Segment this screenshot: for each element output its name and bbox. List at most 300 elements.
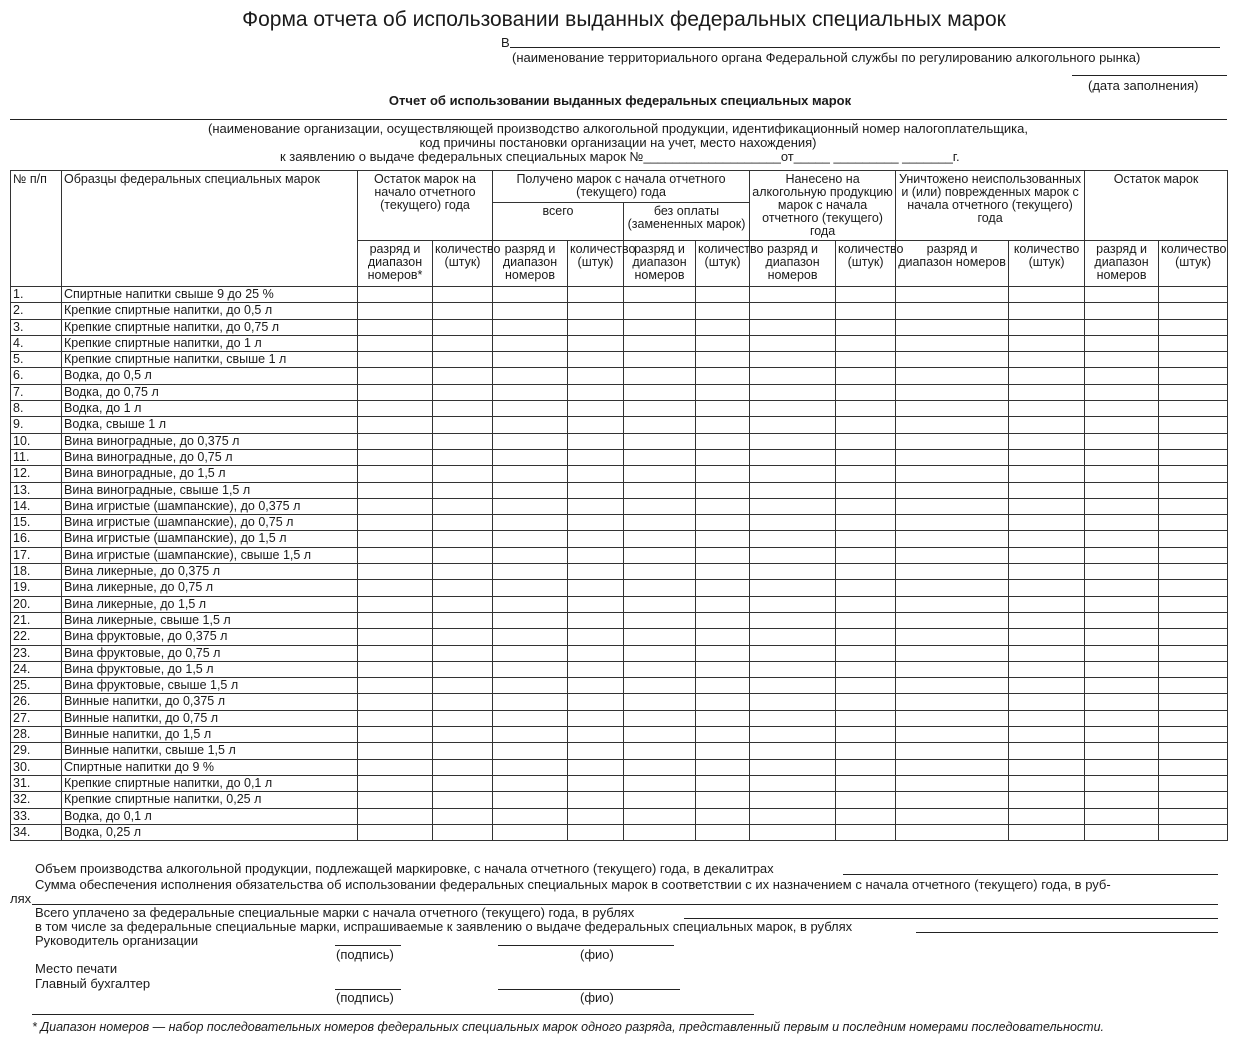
range-cell[interactable] [624,335,696,351]
qty-cell[interactable] [836,401,896,417]
range-cell[interactable] [624,482,696,498]
qty-cell[interactable] [1009,498,1085,514]
range-cell[interactable] [624,401,696,417]
qty-cell[interactable] [568,743,624,759]
qty-cell[interactable] [568,547,624,563]
qty-cell[interactable] [1009,449,1085,465]
qty-cell[interactable] [836,792,896,808]
range-cell[interactable] [358,694,433,710]
range-cell[interactable] [1085,808,1159,824]
qty-cell[interactable] [433,384,493,400]
org-field-line[interactable] [10,119,1227,120]
range-cell[interactable] [896,759,1009,775]
qty-cell[interactable] [1159,824,1228,840]
range-cell[interactable] [1085,645,1159,661]
range-cell[interactable] [1085,759,1159,775]
range-cell[interactable] [1085,466,1159,482]
range-cell[interactable] [358,678,433,694]
qty-cell[interactable] [568,775,624,791]
qty-cell[interactable] [836,678,896,694]
range-cell[interactable] [896,661,1009,677]
range-cell[interactable] [1085,384,1159,400]
qty-cell[interactable] [568,612,624,628]
range-cell[interactable] [750,482,836,498]
qty-cell[interactable] [1009,303,1085,319]
qty-cell[interactable] [1009,368,1085,384]
range-cell[interactable] [1085,596,1159,612]
range-cell[interactable] [896,335,1009,351]
range-cell[interactable] [624,531,696,547]
range-cell[interactable] [624,629,696,645]
range-cell[interactable] [624,727,696,743]
range-cell[interactable] [1085,824,1159,840]
range-cell[interactable] [493,466,568,482]
qty-cell[interactable] [433,433,493,449]
qty-cell[interactable] [1159,466,1228,482]
range-cell[interactable] [493,759,568,775]
qty-cell[interactable] [1159,743,1228,759]
qty-cell[interactable] [836,612,896,628]
range-cell[interactable] [493,319,568,335]
range-cell[interactable] [750,417,836,433]
range-cell[interactable] [896,498,1009,514]
qty-cell[interactable] [1159,694,1228,710]
range-cell[interactable] [493,678,568,694]
range-cell[interactable] [358,596,433,612]
range-cell[interactable] [493,482,568,498]
qty-cell[interactable] [433,743,493,759]
range-cell[interactable] [896,612,1009,628]
qty-cell[interactable] [696,759,750,775]
range-cell[interactable] [896,596,1009,612]
qty-cell[interactable] [568,531,624,547]
range-cell[interactable] [624,319,696,335]
qty-cell[interactable] [1159,612,1228,628]
qty-cell[interactable] [836,580,896,596]
qty-cell[interactable] [836,694,896,710]
qty-cell[interactable] [568,564,624,580]
range-cell[interactable] [493,710,568,726]
range-cell[interactable] [624,466,696,482]
qty-cell[interactable] [836,417,896,433]
range-cell[interactable] [1085,401,1159,417]
range-cell[interactable] [358,319,433,335]
range-cell[interactable] [358,710,433,726]
qty-cell[interactable] [433,335,493,351]
range-cell[interactable] [896,531,1009,547]
qty-cell[interactable] [836,547,896,563]
qty-cell[interactable] [696,678,750,694]
range-cell[interactable] [750,678,836,694]
range-cell[interactable] [624,808,696,824]
qty-cell[interactable] [836,433,896,449]
range-cell[interactable] [896,792,1009,808]
range-cell[interactable] [358,368,433,384]
qty-cell[interactable] [836,368,896,384]
range-cell[interactable] [624,824,696,840]
qty-cell[interactable] [568,384,624,400]
qty-cell[interactable] [433,759,493,775]
qty-cell[interactable] [1009,287,1085,303]
range-cell[interactable] [750,564,836,580]
qty-cell[interactable] [836,710,896,726]
range-cell[interactable] [1085,612,1159,628]
qty-cell[interactable] [1009,808,1085,824]
qty-cell[interactable] [836,808,896,824]
qty-cell[interactable] [433,466,493,482]
qty-cell[interactable] [568,401,624,417]
range-cell[interactable] [750,580,836,596]
range-cell[interactable] [896,352,1009,368]
qty-cell[interactable] [1009,482,1085,498]
qty-cell[interactable] [1159,303,1228,319]
qty-cell[interactable] [568,368,624,384]
qty-cell[interactable] [1009,531,1085,547]
qty-cell[interactable] [1009,694,1085,710]
range-cell[interactable] [1085,743,1159,759]
range-cell[interactable] [750,335,836,351]
range-cell[interactable] [624,710,696,726]
qty-cell[interactable] [568,449,624,465]
range-cell[interactable] [624,645,696,661]
qty-cell[interactable] [1159,384,1228,400]
range-cell[interactable] [358,727,433,743]
qty-cell[interactable] [568,792,624,808]
range-cell[interactable] [358,792,433,808]
range-cell[interactable] [750,612,836,628]
range-cell[interactable] [750,498,836,514]
qty-cell[interactable] [568,352,624,368]
range-cell[interactable] [896,694,1009,710]
qty-cell[interactable] [696,303,750,319]
range-cell[interactable] [493,596,568,612]
qty-cell[interactable] [1009,792,1085,808]
qty-cell[interactable] [1159,449,1228,465]
range-cell[interactable] [896,466,1009,482]
range-cell[interactable] [624,352,696,368]
qty-cell[interactable] [1009,547,1085,563]
qty-cell[interactable] [836,466,896,482]
qty-cell[interactable] [1009,433,1085,449]
qty-cell[interactable] [836,743,896,759]
qty-cell[interactable] [1009,775,1085,791]
qty-cell[interactable] [696,368,750,384]
qty-cell[interactable] [1009,401,1085,417]
range-cell[interactable] [1085,515,1159,531]
range-cell[interactable] [624,792,696,808]
range-cell[interactable] [624,580,696,596]
qty-cell[interactable] [836,531,896,547]
range-cell[interactable] [1085,498,1159,514]
qty-cell[interactable] [1159,645,1228,661]
range-cell[interactable] [896,449,1009,465]
qty-cell[interactable] [433,449,493,465]
range-cell[interactable] [896,564,1009,580]
range-cell[interactable] [624,743,696,759]
qty-cell[interactable] [836,449,896,465]
qty-cell[interactable] [1159,661,1228,677]
range-cell[interactable] [358,466,433,482]
range-cell[interactable] [358,401,433,417]
range-cell[interactable] [358,759,433,775]
range-cell[interactable] [624,564,696,580]
qty-cell[interactable] [433,319,493,335]
range-cell[interactable] [750,303,836,319]
qty-cell[interactable] [1009,596,1085,612]
range-cell[interactable] [358,287,433,303]
range-cell[interactable] [493,792,568,808]
range-cell[interactable] [358,808,433,824]
qty-cell[interactable] [1009,384,1085,400]
qty-cell[interactable] [1159,335,1228,351]
range-cell[interactable] [1085,482,1159,498]
qty-cell[interactable] [568,417,624,433]
range-cell[interactable] [1085,417,1159,433]
qty-cell[interactable] [1159,368,1228,384]
range-cell[interactable] [896,401,1009,417]
qty-cell[interactable] [433,515,493,531]
qty-cell[interactable] [836,287,896,303]
qty-cell[interactable] [836,335,896,351]
qty-cell[interactable] [696,612,750,628]
range-cell[interactable] [493,808,568,824]
qty-cell[interactable] [568,808,624,824]
range-cell[interactable] [358,580,433,596]
range-cell[interactable] [1085,319,1159,335]
range-cell[interactable] [1085,727,1159,743]
range-cell[interactable] [493,727,568,743]
range-cell[interactable] [896,547,1009,563]
range-cell[interactable] [358,743,433,759]
qty-cell[interactable] [1009,319,1085,335]
range-cell[interactable] [896,417,1009,433]
qty-cell[interactable] [1159,547,1228,563]
range-cell[interactable] [896,775,1009,791]
qty-cell[interactable] [696,319,750,335]
qty-cell[interactable] [1159,287,1228,303]
range-cell[interactable] [750,433,836,449]
range-cell[interactable] [896,319,1009,335]
qty-cell[interactable] [836,319,896,335]
range-cell[interactable] [493,352,568,368]
range-cell[interactable] [358,531,433,547]
qty-cell[interactable] [568,629,624,645]
qty-cell[interactable] [1159,319,1228,335]
range-cell[interactable] [493,417,568,433]
range-cell[interactable] [624,303,696,319]
range-cell[interactable] [1085,303,1159,319]
range-cell[interactable] [750,287,836,303]
qty-cell[interactable] [1159,727,1228,743]
range-cell[interactable] [750,515,836,531]
qty-cell[interactable] [1159,775,1228,791]
range-cell[interactable] [1085,629,1159,645]
range-cell[interactable] [624,498,696,514]
range-cell[interactable] [358,482,433,498]
qty-cell[interactable] [696,384,750,400]
qty-cell[interactable] [568,678,624,694]
range-cell[interactable] [358,775,433,791]
qty-cell[interactable] [433,710,493,726]
head-fio-line[interactable] [498,945,674,946]
qty-cell[interactable] [1009,612,1085,628]
qty-cell[interactable] [1009,727,1085,743]
range-cell[interactable] [358,352,433,368]
qty-cell[interactable] [836,759,896,775]
range-cell[interactable] [624,515,696,531]
qty-cell[interactable] [836,515,896,531]
range-cell[interactable] [896,303,1009,319]
range-cell[interactable] [1085,678,1159,694]
range-cell[interactable] [896,368,1009,384]
qty-cell[interactable] [568,824,624,840]
range-cell[interactable] [358,629,433,645]
qty-cell[interactable] [433,564,493,580]
range-cell[interactable] [624,612,696,628]
range-cell[interactable] [750,629,836,645]
range-cell[interactable] [358,612,433,628]
qty-cell[interactable] [1159,515,1228,531]
qty-cell[interactable] [433,727,493,743]
range-cell[interactable] [493,498,568,514]
qty-cell[interactable] [1009,678,1085,694]
qty-cell[interactable] [696,401,750,417]
qty-cell[interactable] [696,694,750,710]
qty-cell[interactable] [1159,710,1228,726]
range-cell[interactable] [358,661,433,677]
range-cell[interactable] [493,433,568,449]
qty-cell[interactable] [1159,580,1228,596]
range-cell[interactable] [750,759,836,775]
qty-cell[interactable] [433,287,493,303]
range-cell[interactable] [358,384,433,400]
qty-cell[interactable] [433,482,493,498]
qty-cell[interactable] [1159,792,1228,808]
range-cell[interactable] [750,401,836,417]
qty-cell[interactable] [696,645,750,661]
range-cell[interactable] [750,368,836,384]
qty-cell[interactable] [1009,564,1085,580]
qty-cell[interactable] [1159,482,1228,498]
requested-field[interactable] [916,932,1218,933]
qty-cell[interactable] [696,580,750,596]
range-cell[interactable] [624,433,696,449]
range-cell[interactable] [896,433,1009,449]
range-cell[interactable] [624,694,696,710]
qty-cell[interactable] [433,824,493,840]
qty-cell[interactable] [836,775,896,791]
range-cell[interactable] [896,824,1009,840]
range-cell[interactable] [1085,433,1159,449]
qty-cell[interactable] [696,547,750,563]
qty-cell[interactable] [1009,645,1085,661]
range-cell[interactable] [358,645,433,661]
qty-cell[interactable] [568,482,624,498]
range-cell[interactable] [493,775,568,791]
qty-cell[interactable] [1009,335,1085,351]
head-signature-line[interactable] [335,945,401,946]
range-cell[interactable] [493,547,568,563]
qty-cell[interactable] [433,547,493,563]
range-cell[interactable] [750,319,836,335]
range-cell[interactable] [750,547,836,563]
qty-cell[interactable] [1159,433,1228,449]
range-cell[interactable] [624,547,696,563]
qty-cell[interactable] [696,433,750,449]
qty-cell[interactable] [568,645,624,661]
qty-cell[interactable] [433,645,493,661]
range-cell[interactable] [750,466,836,482]
range-cell[interactable] [493,335,568,351]
range-cell[interactable] [493,661,568,677]
qty-cell[interactable] [696,824,750,840]
range-cell[interactable] [493,287,568,303]
qty-cell[interactable] [568,335,624,351]
qty-cell[interactable] [696,531,750,547]
range-cell[interactable] [750,824,836,840]
range-cell[interactable] [624,449,696,465]
range-cell[interactable] [493,743,568,759]
qty-cell[interactable] [433,792,493,808]
range-cell[interactable] [358,417,433,433]
qty-cell[interactable] [568,694,624,710]
range-cell[interactable] [1085,449,1159,465]
qty-cell[interactable] [1009,352,1085,368]
qty-cell[interactable] [1159,629,1228,645]
range-cell[interactable] [750,808,836,824]
range-cell[interactable] [493,303,568,319]
range-cell[interactable] [493,531,568,547]
qty-cell[interactable] [696,515,750,531]
range-cell[interactable] [1085,531,1159,547]
qty-cell[interactable] [568,319,624,335]
volume-field[interactable] [843,874,1218,875]
qty-cell[interactable] [1159,352,1228,368]
range-cell[interactable] [896,743,1009,759]
qty-cell[interactable] [1159,596,1228,612]
range-cell[interactable] [493,645,568,661]
range-cell[interactable] [1085,694,1159,710]
range-cell[interactable] [493,694,568,710]
qty-cell[interactable] [433,808,493,824]
range-cell[interactable] [750,727,836,743]
range-cell[interactable] [624,596,696,612]
range-cell[interactable] [896,710,1009,726]
range-cell[interactable] [493,564,568,580]
range-cell[interactable] [358,335,433,351]
range-cell[interactable] [896,515,1009,531]
range-cell[interactable] [358,547,433,563]
qty-cell[interactable] [433,531,493,547]
qty-cell[interactable] [836,352,896,368]
range-cell[interactable] [493,515,568,531]
qty-cell[interactable] [836,596,896,612]
range-cell[interactable] [493,368,568,384]
range-cell[interactable] [750,694,836,710]
qty-cell[interactable] [568,661,624,677]
range-cell[interactable] [1085,564,1159,580]
range-cell[interactable] [493,384,568,400]
range-cell[interactable] [750,645,836,661]
range-cell[interactable] [750,384,836,400]
range-cell[interactable] [750,531,836,547]
range-cell[interactable] [750,661,836,677]
qty-cell[interactable] [568,580,624,596]
range-cell[interactable] [750,792,836,808]
qty-cell[interactable] [696,449,750,465]
qty-cell[interactable] [836,629,896,645]
qty-cell[interactable] [836,564,896,580]
